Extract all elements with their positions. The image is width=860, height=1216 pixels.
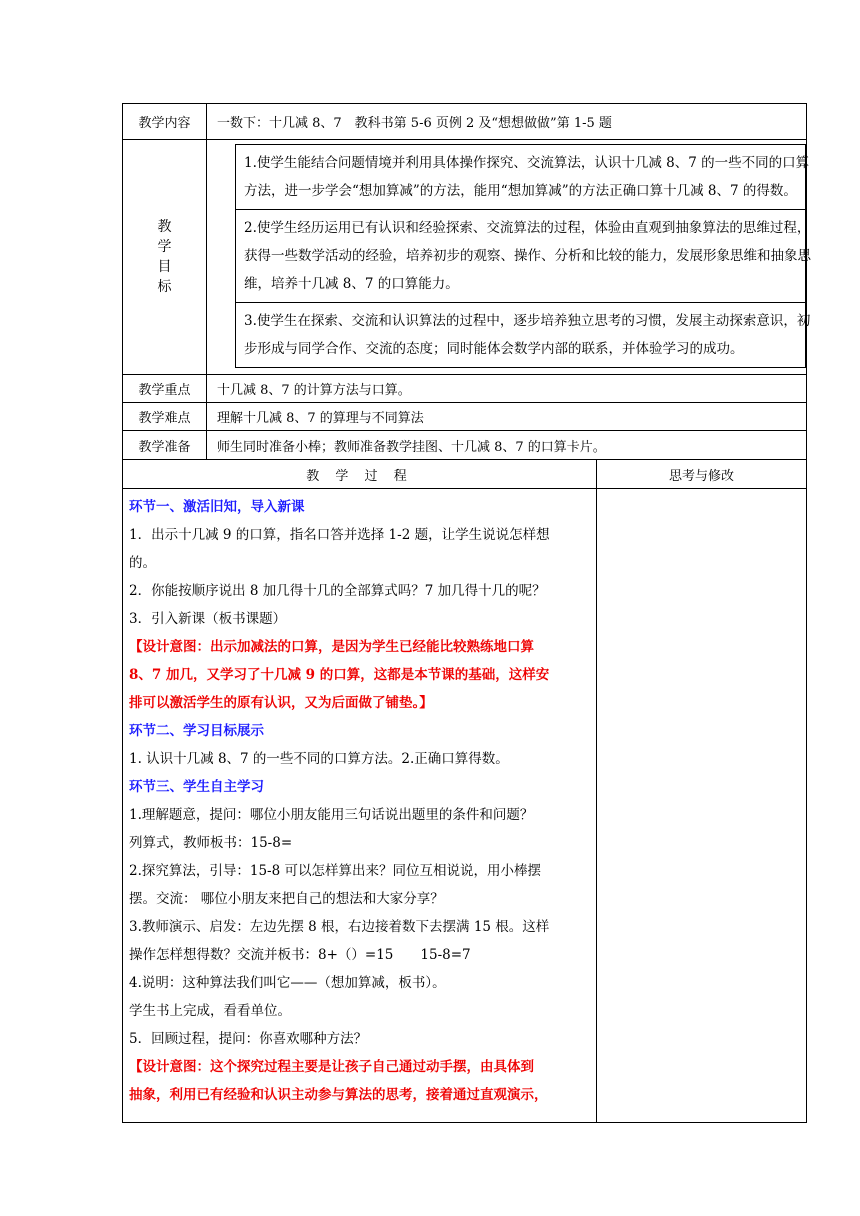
difficulty-row [123, 403, 807, 431]
goal-line: 方法，进一步学会“想加算减”的方法，能用“想加算减”的方法正确口算十几减 8、7 的得数。 [244, 183, 797, 199]
content-value: 一数下：十几减 8、7 教科书第 5-6 页例 2 及“想想做做”第 1-5 题 [207, 104, 807, 140]
key-point-value: 十几减 8、7 的计算方法与口算。 [207, 375, 807, 403]
process-line: 3.教师演示、启发：左边先摆 8 根，右边接着数下去摆满 15 根。这样 [129, 919, 550, 935]
goals-label-char: 教 [157, 219, 172, 235]
process-line: 的。 [129, 555, 156, 571]
notes-header: 思考与修改 [597, 460, 807, 489]
goals-list [235, 144, 811, 368]
goals-row [123, 140, 807, 375]
section-heading: 环节三、学生自主学习 [129, 779, 264, 795]
process-body [123, 489, 597, 1123]
design-intent-line: 【设计意图：这个探究过程主要是让孩子自己通过动手摆，由具体到 [129, 1059, 534, 1075]
goal-item [235, 144, 810, 210]
goal-line: 维，培养十几减 8、7 的口算能力。 [244, 276, 459, 292]
process-line: 1.理解题意，提问：哪位小朋友能用三句话说出题里的条件和问题？ [129, 807, 534, 823]
design-intent-line: 抽象，利用已有经验和认识主动参与算法的思考，接着通过直观演示， [129, 1087, 548, 1103]
process-header-row [123, 460, 807, 489]
difficulty-value: 理解十几减 8、7 的算理与不同算法 [207, 403, 807, 431]
goal-item [235, 210, 811, 303]
key-point-row [123, 375, 807, 403]
process-line: 2．你能按顺序说出 8 加几得十几的全部算式吗？7 加几得十几的呢？ [129, 583, 546, 599]
notes-column [597, 489, 807, 1123]
goals-label-char: 标 [157, 279, 172, 295]
difficulty-label: 教学难点 [123, 403, 207, 431]
design-intent-line: 8、7 加几，又学习了十几减 9 的口算，这都是本节课的基础，这样安 [129, 667, 550, 683]
lesson-plan-table [122, 103, 811, 1123]
goal-line: 获得一些数学活动的经验，培养初步的观察、操作、分析和比较的能力，发展形象思维和抽象思 [244, 248, 811, 264]
goals-label [123, 140, 207, 375]
process-line: 3．引入新课（板书课题） [129, 611, 287, 627]
process-line: 1. 认识十几减 8、7 的一些不同的口算方法。2.正确口算得数。 [129, 751, 509, 767]
design-intent-line: 排可以激活学生的原有认识，又为后面做了铺垫。】 [129, 695, 433, 711]
process-line: 列算式，教师板书：15-8= [129, 835, 293, 851]
design-intent-line: 【设计意图：出示加减法的口算，是因为学生已经能比较熟练地口算 [129, 639, 534, 655]
goals-label-char: 目 [157, 259, 172, 275]
section-heading: 环节一、激活旧知，导入新课 [129, 499, 305, 515]
content-label: 教学内容 [123, 104, 207, 140]
process-line: 5．回顾过程，提问：你喜欢哪种方法？ [129, 1031, 368, 1047]
process-line: 1．出示十几减 9 的口算，指名口答并选择 1-2 题，让学生说说怎样想 [129, 527, 550, 543]
preparation-value: 师生同时准备小棒；教师准备教学挂图、十几减 8、7 的口算卡片。 [207, 431, 807, 460]
process-line: 操作怎样想得数？交流并板书：8+（）=15 15-8=7 [129, 947, 471, 963]
process-line: 学生书上完成，看看单位。 [129, 1003, 291, 1019]
goal-item [235, 303, 811, 368]
key-point-label: 教学重点 [123, 375, 207, 403]
goal-line: 3.使学生在探索、交流和认识算法的过程中，逐步培养独立思考的习惯，发展主动探索意识，初 [244, 313, 811, 329]
process-header: 教 学 过 程 [123, 460, 597, 489]
preparation-label: 教学准备 [123, 431, 207, 460]
lesson-plan [122, 103, 811, 1123]
process-row [123, 489, 807, 1123]
goals-label-char: 学 [157, 239, 172, 255]
process-line: 摆。交流： 哪位小朋友来把自己的想法和大家分享？ [129, 891, 444, 907]
section-heading: 环节二、学习目标展示 [129, 723, 264, 739]
process-line: 2.探究算法，引导：15-8 可以怎样算出来？同位互相说说，用小棒摆 [129, 863, 541, 879]
process-line: 4.说明：这种算法我们叫它——（想加算减，板书）。 [129, 975, 446, 991]
content-row [123, 104, 807, 140]
goal-line: 2.使学生经历运用已有认识和经验探索、交流算法的过程，体验由直观到抽象算法的思维过程， [244, 220, 811, 236]
goal-line: 步形成与同学合作、交流的态度；同时能体会数学内部的联系，并体验学习的成功。 [244, 341, 744, 357]
preparation-row [123, 431, 807, 460]
goal-line: 1.使学生能结合问题情境并利用具体操作探究、交流算法，认识十几减 8、7 的一些不同的口算 [244, 155, 810, 171]
